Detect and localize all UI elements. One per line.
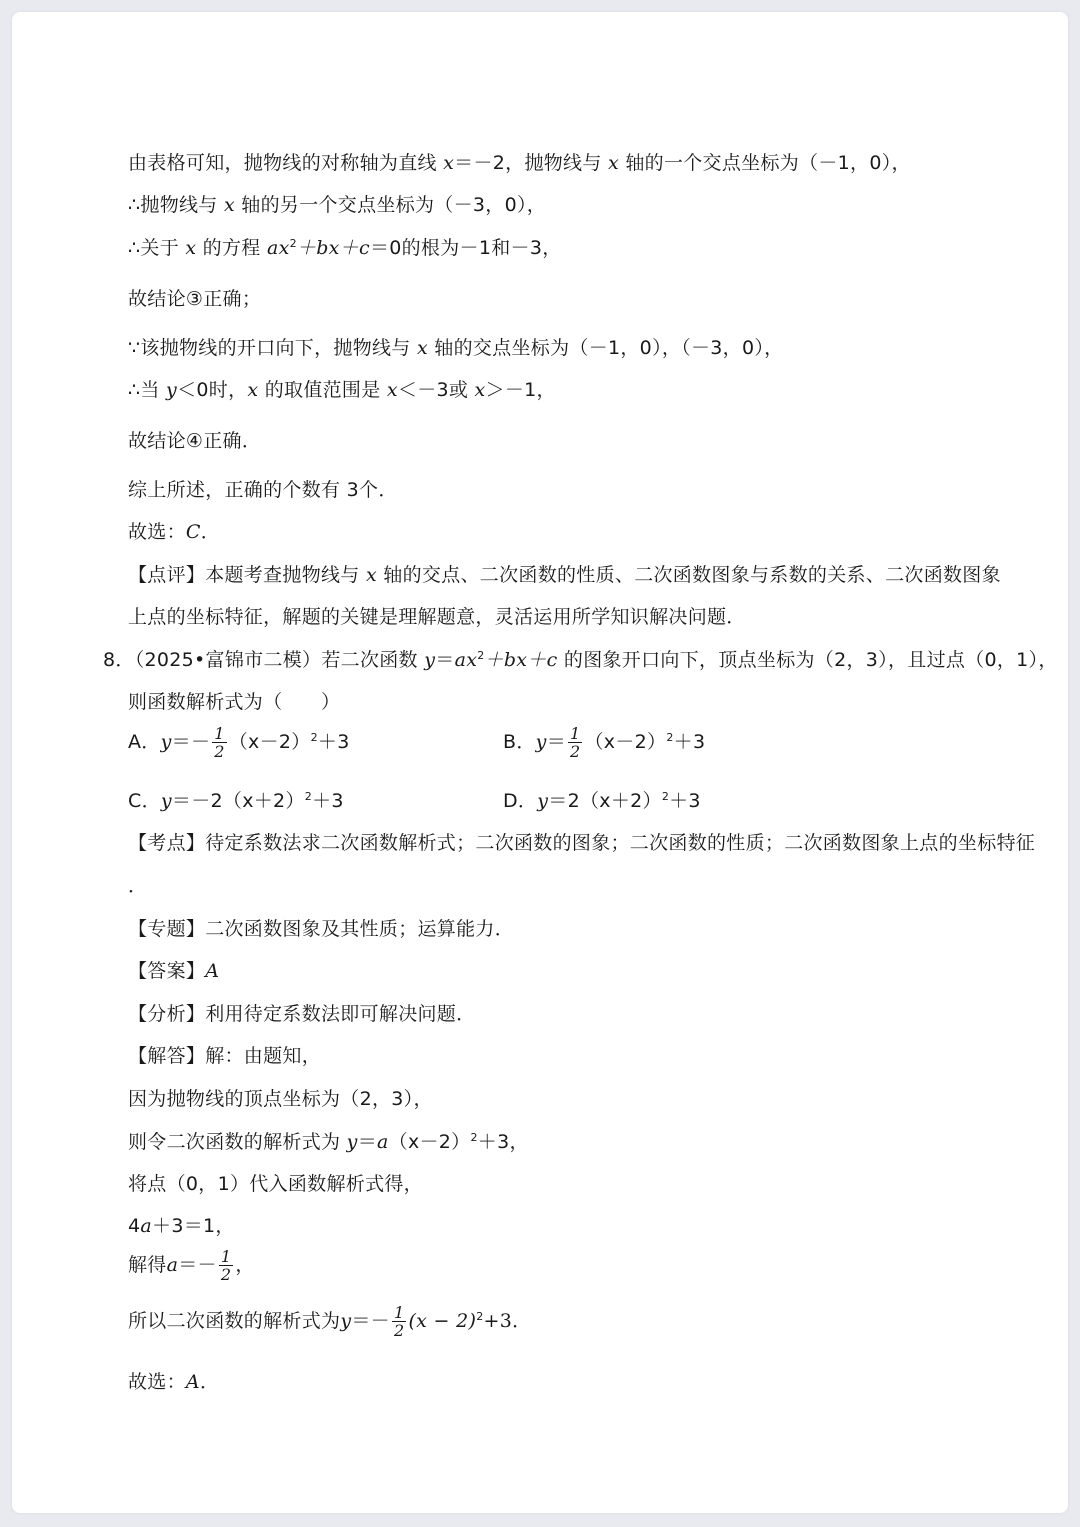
document-page <box>12 12 1068 1513</box>
solution-line: 将点（0，1）代入函数解析式得， <box>128 1173 423 1195</box>
fraction: $\frac{1}{2}$ <box>214 723 225 761</box>
text-line: ∴关于 x 的方程 $ax^2+bx+c=0$的根为－1和－3， <box>128 237 562 259</box>
solution-heading: 【解答】解：由题知， <box>128 1045 322 1067</box>
option-a: A． y ＝－ $\frac{1}{2}$ （x－2） $^2$ ＋3 <box>128 723 350 761</box>
solution-line: 解得 a ＝－ $\frac{1}{2}$ ， <box>128 1246 255 1284</box>
option-b: B． y ＝ $\frac{1}{2}$ （x－2） $^2$ ＋3 <box>503 723 706 761</box>
answer-line: 【答案】A <box>128 960 220 982</box>
text-line: 由表格可知，抛物线的对称轴为直线 x＝－2，抛物线与 x 轴的一个交点坐标为（－1，0）， <box>128 152 911 174</box>
final-answer: 故选：A． <box>128 1371 220 1393</box>
knowledge-points-end: ． <box>128 875 148 897</box>
text-line: 故结论③正确； <box>128 288 262 310</box>
option-d: D．$y=2(x+2)^2+3$ <box>503 790 701 812</box>
text-line: 故选：C． <box>128 521 221 543</box>
fraction: $\frac{1}{2}$ <box>393 1302 405 1340</box>
solution-line: 4a＋3＝1， <box>128 1215 235 1237</box>
text-line: ∴抛物线与 x 轴的另一个交点坐标为（－3，0）， <box>128 194 547 216</box>
question-8-title: 8．（2025•富锦市二模）若二次函数 $y=ax^2+bx+c$ 的图象开口向下，顶点坐标为（2，3），且过点（0，1）， <box>103 649 1058 671</box>
solution-line: 所以二次函数的解析式为 y ＝－ $\frac{1}{2}$ (x − 2) $^2$ +3 ． <box>128 1302 532 1340</box>
fraction: $\frac{1}{2}$ <box>570 723 581 761</box>
solution-line: 因为抛物线的顶点坐标为（2，3）， <box>128 1088 433 1110</box>
solution-line: 则令二次函数的解析式为 $y=a(x-2)^2+3$， <box>128 1131 529 1153</box>
text-line: 综上所述，正确的个数有 3个． <box>128 479 398 501</box>
text-line: ∵该抛物线的开口向下，抛物线与 x 轴的交点坐标为（－1，0），（－3，0）， <box>128 337 784 359</box>
comment-line: 上点的坐标特征，解题的关键是理解题意，灵活运用所学知识解决问题． <box>128 606 746 628</box>
comment-line: 【点评】本题考查抛物线与 x 轴的交点、二次函数的性质、二次函数图象与系数的关系、二次函数图象 <box>128 564 1001 586</box>
text-line: 故结论④正确． <box>128 430 262 452</box>
analysis-line: 【分析】利用待定系数法即可解决问题． <box>128 1003 476 1025</box>
knowledge-points: 【考点】待定系数法求二次函数解析式；二次函数的图象；二次函数的性质；二次函数图象上点的坐标特征 <box>128 832 1036 854</box>
fraction: $\frac{1}{2}$ <box>220 1246 232 1284</box>
topic-line: 【专题】二次函数图象及其性质；运算能力． <box>128 918 515 940</box>
text-line: ∴当 y＜0时，x 的取值范围是 x＜－3或 x＞－1， <box>128 379 556 401</box>
option-c: C．$y=-2(x+2)^2+3$ <box>128 790 344 812</box>
question-8-stem: 则函数解析式为（ ） <box>128 691 341 713</box>
